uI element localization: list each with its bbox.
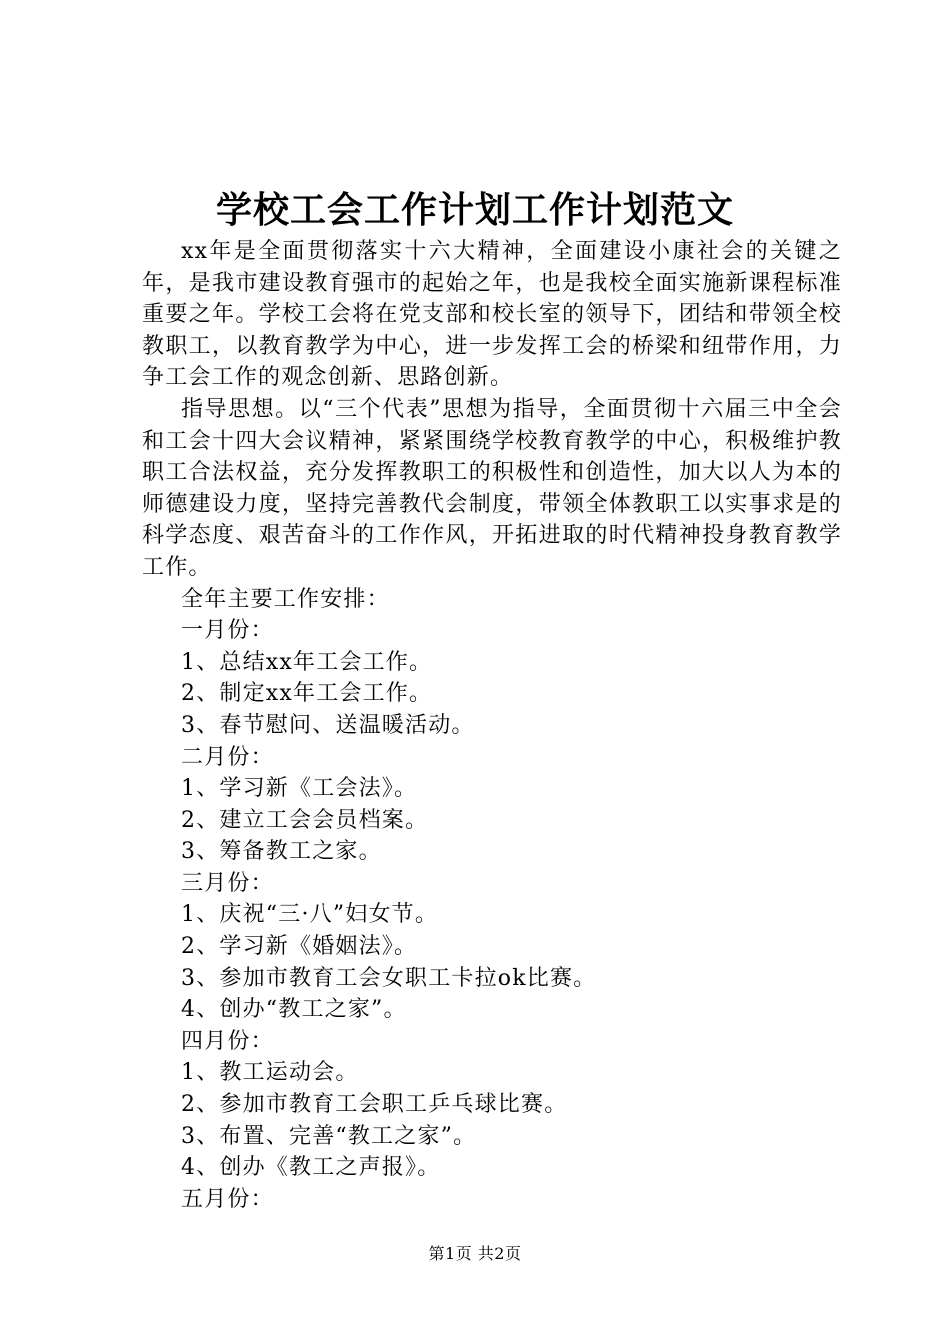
list-item: 2、参加市教育工会职工乒乓球比赛。: [181, 1092, 568, 1118]
document-body: [142, 236, 842, 1215]
month-section-may: [142, 1184, 842, 1216]
month-section-march: [142, 868, 842, 1026]
list-item: 2、学习新《婚姻法》。: [181, 934, 418, 960]
list-item: 3、参加市教育工会女职工卡拉ok比赛。: [181, 965, 597, 991]
month-section-january: [142, 615, 842, 741]
intro-paragraph: xx年是全面贯彻落实十六大精神，全面建设小康社会的关键之年，是我市建设教育强市的起始之年，也是我校全面实施新课程标准重要之年。学校工会将在党支部和校长室的领导下，团结和带领全校教职工，以教育教学为中心，进一步发挥工会的桥梁和纽带作用，力争工会工作的观念创新、思路创新。: [142, 239, 842, 391]
list-item: 1、教工运动会。: [181, 1060, 359, 1086]
schedule-heading: 全年主要工作安排：: [181, 586, 390, 612]
list-item: 1、学习新《工会法》。: [181, 776, 418, 802]
month-label: 三月份：: [181, 870, 274, 896]
list-item: 3、筹备教工之家。: [181, 839, 382, 865]
month-label: 四月份：: [181, 1028, 274, 1054]
month-section-february: [142, 742, 842, 868]
page-footer: 第1页 共2页: [428, 1244, 522, 1263]
month-section-april: [142, 1026, 842, 1184]
list-item: 1、庆祝“三·八”妇女节。: [181, 902, 439, 928]
list-item: 3、春节慰问、送温暖活动。: [181, 712, 475, 738]
month-label: 五月份：: [181, 1186, 274, 1212]
list-item: 4、创办“教工之家”。: [181, 997, 407, 1023]
month-label: 一月份：: [181, 618, 274, 644]
guiding-thought-paragraph: 指导思想。以“三个代表”思想为指导，全面贯彻十六届三中全会和工会十四大会议精神，紧紧围绕学校教育教学的中心，积极维护教职工合法权益，充分发挥教职工的积极性和创造性，加大以人为本的师德建设力度，坚持完善教代会制度，带领全体教职工以实事求是的科学态度、艰苦奋斗的工作作风，开拓进取的时代精神投身教育教学工作。: [142, 396, 842, 580]
list-item: 4、创办《教工之声报》。: [181, 1155, 441, 1181]
document-title: 学校工会工作计划工作计划范文: [215, 189, 734, 231]
list-item: 3、布置、完善“教工之家”。: [181, 1123, 477, 1149]
list-item: 1、总结xx年工会工作。: [181, 649, 433, 675]
list-item: 2、建立工会会员档案。: [181, 807, 429, 833]
list-item: 2、制定xx年工会工作。: [181, 681, 433, 707]
month-label: 二月份：: [181, 744, 274, 770]
